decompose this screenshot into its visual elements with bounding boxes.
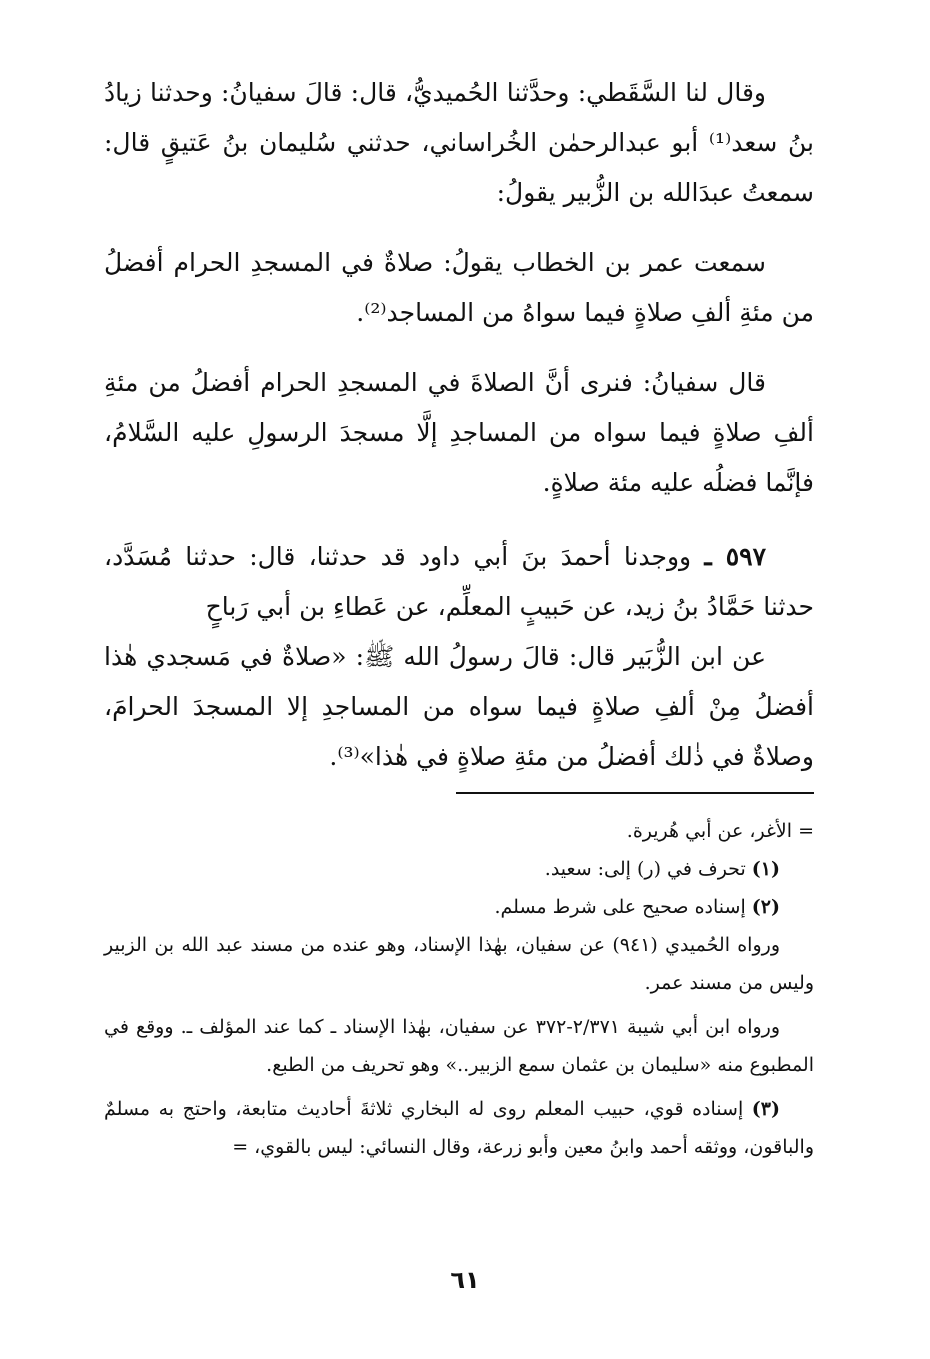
- footnote-3-number: (٣): [751, 1098, 780, 1120]
- footnotes-block: [104, 812, 814, 1166]
- footnote-continuation: = الأغر، عن أبي هُريرة.: [626, 820, 814, 842]
- paragraph-hadith-597-matn: عن ابن الزُّبَير قال: قالَ رسولُ الله ﷺ: «صلاةٌ في مَسجدي هٰذا أفضلُ مِنْ ألفِ صلاةٍ فيما سواه من المساجدِ إلا المسجدَ الحرامَ، وصلاةٌ في ذٰلك أفضلُ من مئةِ صلاةٍ في هٰذا»⁽³⁾.: [104, 642, 814, 771]
- footnote-1-number: (١): [751, 858, 780, 880]
- page-number: ٦١: [450, 1266, 480, 1294]
- main-text-block: [104, 68, 814, 782]
- footnote-1: [104, 850, 814, 888]
- hadith-597-chain: ووجدنا أحمدَ بنَ أبي داود قد حدثنا، قال: حدثنا مُسَدَّد، حدثنا حَمَّادُ بنُ زيد، عن حَبيبٍ المعلِّم، عن عَطاءِ بن أبي رَباحٍ: [104, 542, 814, 621]
- paragraph-umar-saying: سمعت عمر بن الخطاب يقولُ: صلاةٌ في المسجدِ الحرام أفضلُ من مئةِ ألفِ صلاةٍ فيما سواهُ من المساجد⁽²⁾.: [104, 248, 814, 327]
- paragraph-hadith-597-isnad: [104, 532, 814, 632]
- footnote-1-text: تحرف في (ر) إلى: سعيد.: [544, 858, 746, 880]
- footnote-2-number: (٢): [751, 896, 780, 918]
- paragraph-sufyan-comment: قال سفيانُ: فنرى أنَّ الصلاةَ في المسجدِ الحرام أفضلُ من مئةِ ألفِ صلاةٍ فيما سواه من المساجدِ إلَّا مسجدَ الرسولِ عليه السَّلامُ، فإنَّما فضلُه عليه مئة صلاةٍ.: [104, 368, 814, 497]
- footnote-2: [104, 888, 814, 926]
- hadith-number: ٥٩٧ ـ: [704, 542, 767, 571]
- footnote-2-humaydi: ورواه الحُميدي (٩٤١) عن سفيان، بهٰذا الإسناد، وهو عنده من مسند عبد الله بن الزبير وليس من مسند عمر.: [104, 934, 814, 994]
- footnote-2-text: إسناده صحيح على شرط مسلم.: [494, 896, 746, 918]
- paragraph-isnad-sufyan: وقال لنا السَّقَطي: وحدَّثنا الحُميديُّ، قال: قالَ سفيانُ: وحدثنا زيادُ بنُ سعد⁽¹⁾ أبو عبدالرحمٰن الخُراساني، حدثني سُليمان بنُ عَتيقٍ قال: سمعتُ عبدَالله بن الزُّبير يقولُ:: [104, 78, 814, 207]
- footnote-3-text: إسناده قوي، حبيب المعلم روى له البخاري ثلاثةَ أحاديث متابعة، واحتج به مسلمٌ والباقون، ووثقه أحمد وابنُ معين وأبو زرعة، وقال النسائي: ليس بالقوي، =: [104, 1098, 814, 1158]
- footnote-3: [104, 1090, 814, 1166]
- footnote-2-ibn-abi-shayba: ورواه ابن أبي شيبة ٢/٣٧١-٣٧٢ عن سفيان، بهٰذا الإسناد ـ كما عند المؤلف ـ. ووقع في المطبوع منه «سليمان بن عثمان سمع الزبير..» وهو تحريف من الطبع.: [104, 1016, 814, 1076]
- footnote-divider: [456, 792, 814, 794]
